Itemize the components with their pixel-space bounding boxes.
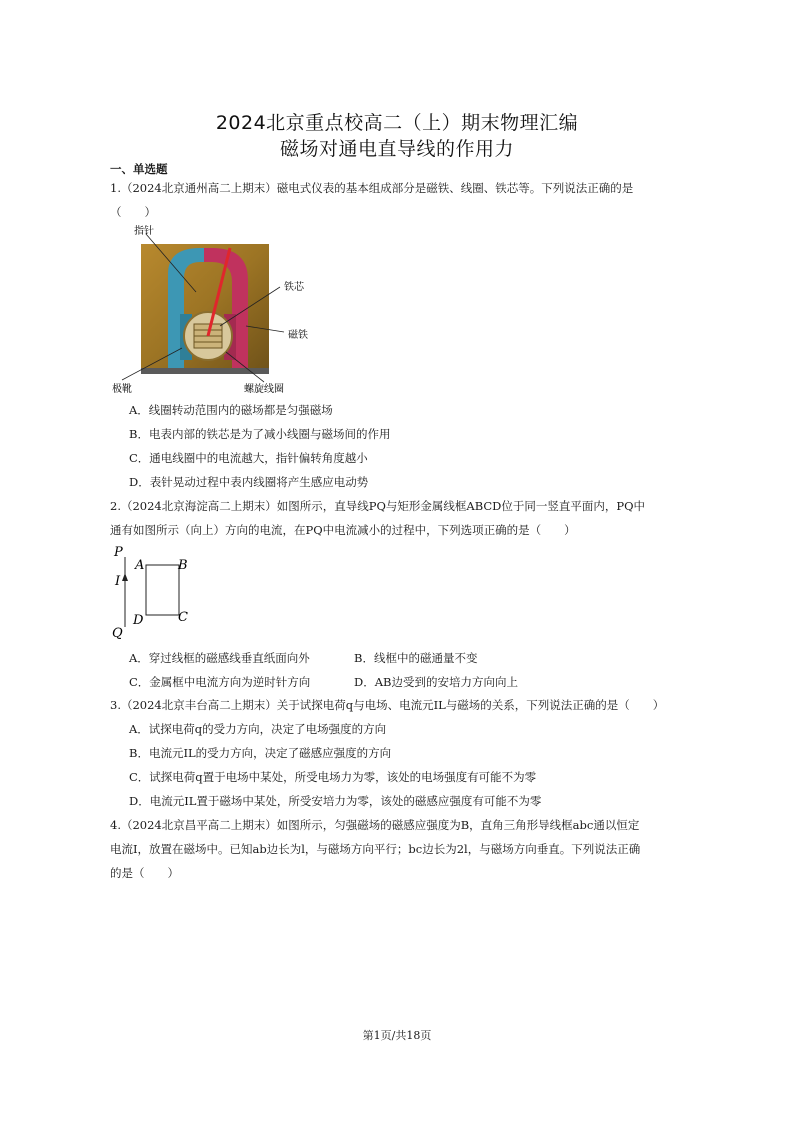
label-d: D bbox=[133, 613, 144, 628]
q3-option-d: D．电流元IL置于磁场中某处，所受安培力为零，该处的磁感应强度有可能不为零 bbox=[129, 794, 542, 808]
label-pointer: 指针 bbox=[134, 226, 154, 237]
q2-stem-line2: 通有如图所示（向上）方向的电流，在PQ中电流减小的过程中，下列选项正确的是（ ） bbox=[110, 523, 576, 537]
label-iron-core: 铁芯 bbox=[284, 282, 304, 293]
q1-option-d: D．表针晃动过程中表内线圈将产生感应电动势 bbox=[129, 475, 369, 489]
q2-option-d: D．AB边受到的安培力方向向上 bbox=[354, 675, 518, 689]
current-arrow bbox=[122, 573, 128, 581]
page-footer: 第1页/共18页 bbox=[362, 1029, 432, 1042]
q3-option-c: C．试探电荷q置于电场中某处，所受电场力为零，该处的电场强度有可能不为零 bbox=[129, 770, 537, 784]
q2-stem-line1: 2.（2024北京海淀高二上期末）如图所示，直导线PQ与矩形金属线框ABCD位于同一竖直平面内，PQ中 bbox=[110, 499, 646, 513]
q1-option-b: B．电表内部的铁芯是为了减小线圈与磁场间的作用 bbox=[129, 427, 391, 441]
q3-stem: 3.（2024北京丰台高二上期末）关于试探电荷q与电场、电流元IL与磁场的关系，下列说法正确的是（ ） bbox=[110, 698, 665, 712]
q2-option-a: A．穿过线框的磁感线垂直纸面向外 bbox=[129, 651, 310, 665]
document-title: 2024北京重点校高二（上）期末物理汇编 bbox=[215, 112, 579, 134]
label-spiral-coil: 螺旋线圈 bbox=[244, 384, 284, 395]
q1-option-a: A．线圈转动范围内的磁场都是匀强磁场 bbox=[129, 403, 333, 417]
q3-option-a: A．试探电荷q的受力方向，决定了电场强度的方向 bbox=[129, 722, 387, 736]
frame-abcd bbox=[146, 565, 179, 615]
q2-option-b: B．线框中的磁通量不变 bbox=[354, 651, 478, 665]
label-magnet: 磁铁 bbox=[288, 330, 308, 341]
label-q: Q bbox=[112, 626, 123, 641]
label-a: A bbox=[135, 558, 145, 573]
label-c: C bbox=[178, 610, 188, 625]
q2-option-c: C．金属框中电流方向为逆时针方向 bbox=[129, 675, 311, 689]
label-pole-shoe: 极靴 bbox=[112, 384, 132, 395]
q1-galvanometer-figure bbox=[108, 222, 318, 398]
section-heading: 一、单选题 bbox=[110, 162, 168, 176]
q2-wire-frame-figure bbox=[108, 543, 208, 643]
label-b: B bbox=[178, 558, 188, 573]
q1-stem-line2: （ ） bbox=[110, 205, 156, 219]
q4-stem-line3: 的是（ ） bbox=[110, 866, 179, 880]
q1-option-c: C．通电线圈中的电流越大，指针偏转角度越小 bbox=[129, 451, 368, 465]
q4-stem-line2: 电流I，放置在磁场中。已知ab边长为l，与磁场方向平行；bc边长为2l，与磁场方向垂直。下列说法正确 bbox=[110, 842, 641, 856]
label-p: P bbox=[114, 545, 123, 560]
q3-option-b: B．电流元IL的受力方向，决定了磁感应强度的方向 bbox=[129, 746, 392, 760]
document-subtitle: 磁场对通电直导线的作用力 bbox=[279, 138, 514, 160]
q1-stem-line1: 1.（2024北京通州高二上期末）磁电式仪表的基本组成部分是磁铁、线圈、铁芯等。下列说法正确的是 bbox=[110, 181, 634, 195]
q4-stem-line1: 4.（2024北京昌平高二上期末）如图所示，匀强磁场的磁感应强度为B，直角三角形导线框abc通以恒定 bbox=[110, 818, 640, 832]
label-i: I bbox=[115, 574, 121, 589]
